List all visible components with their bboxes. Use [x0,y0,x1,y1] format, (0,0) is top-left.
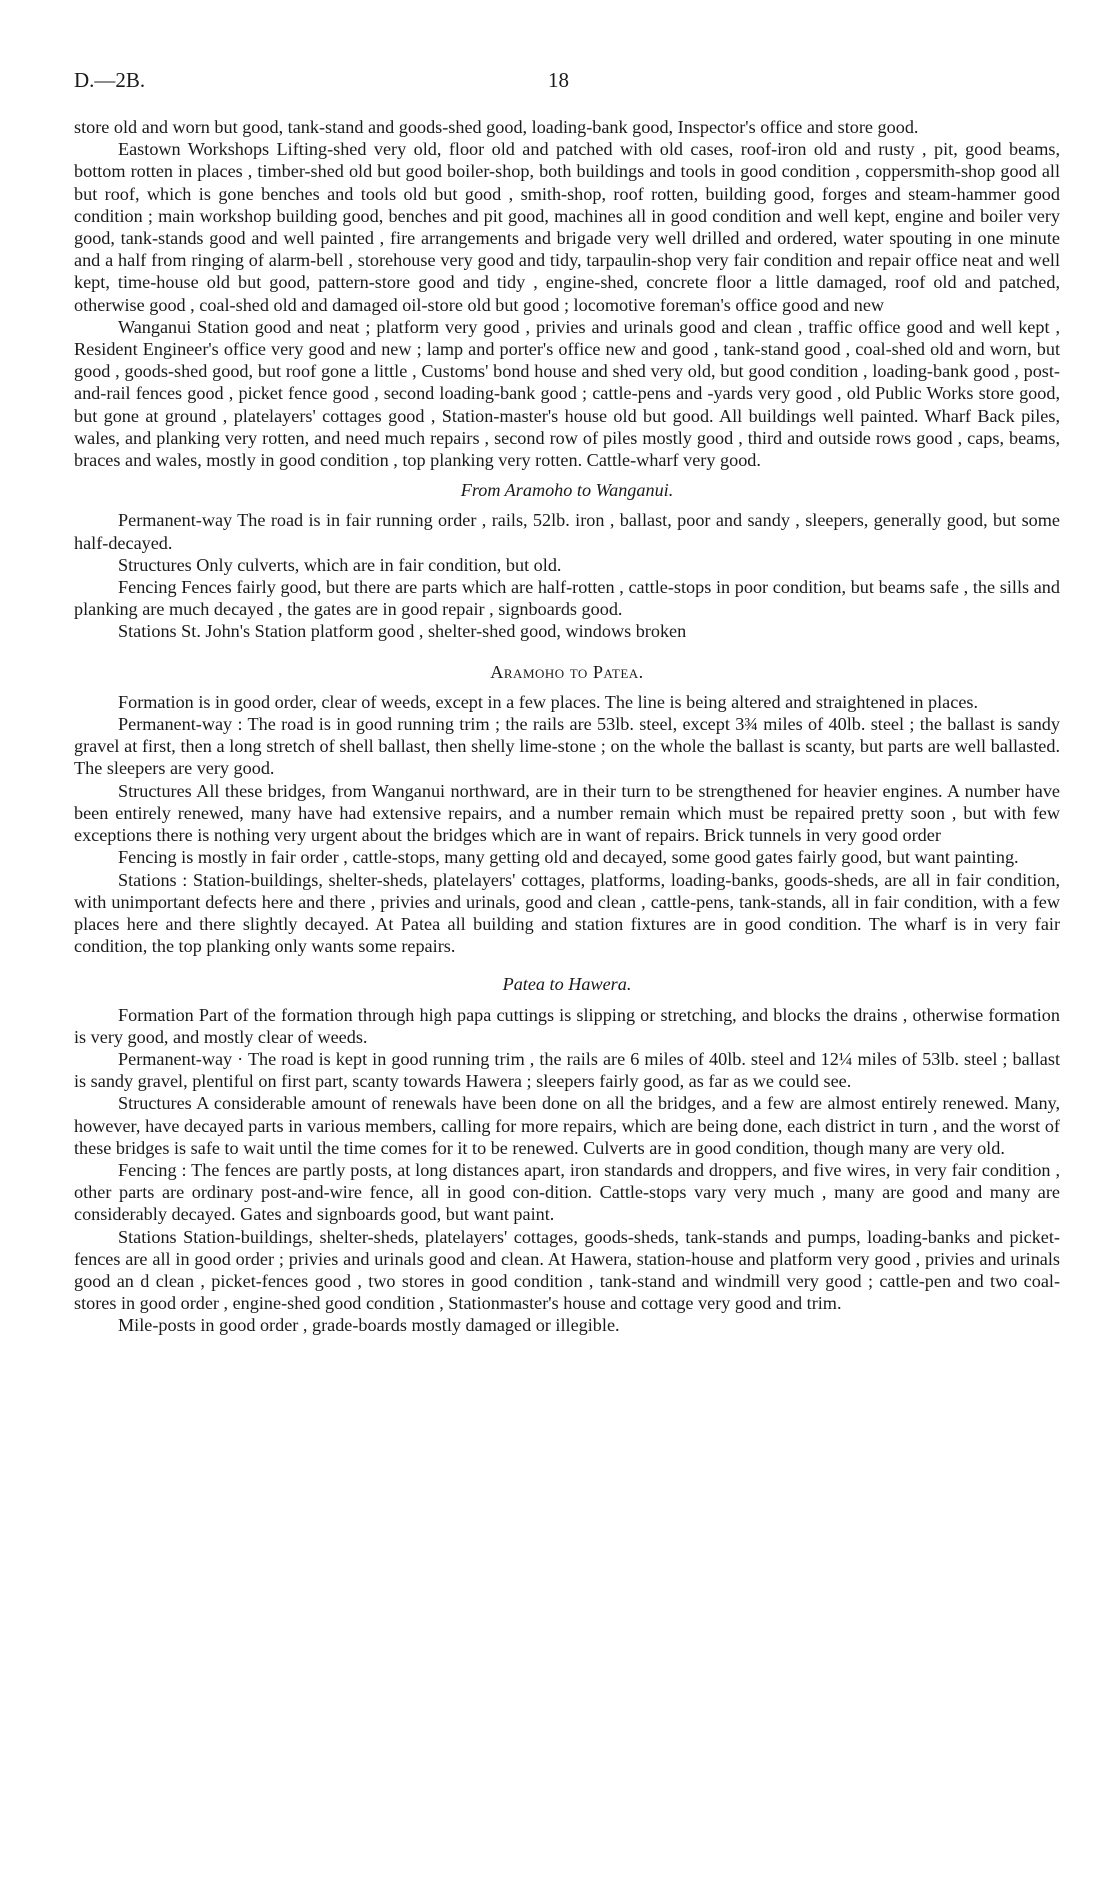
paragraph: Formation Part of the formation through high papa cuttings is slipping or stretching, and blocks the drains , otherwise formation is very good, and mostly clear of weeds. [74,1004,1060,1047]
paragraph: Stations : Station-buildings, shelter-sheds, platelayers' cottages, platforms, loading-banks, goods-sheds, are all in fair condition, with unimportant defects here and there , privies and urinals, good and clean , cattle-pens, tank-stands, all in fair condition, with a few places here and there slightly decayed. At Patea all building and station fixtures are in good condition. The wharf is in very fair condition, the top planking only wants some repairs. [74,869,1060,957]
paragraph: Formation is in good order, clear of weeds, except in a few places. The line is being altered and straightened in places. [118,691,979,712]
paragraph: Permanent-way · The road is kept in good running trim , the rails are 6 miles of 40lb. steel and 12¼ miles of 53lb. steel ; ballast is sandy gravel, plentiful on first part, scanty towards Hawera ; sleepers fairly good, as far as we could see. [74,1048,1060,1092]
paragraph: Fencing is mostly in fair order , cattle-stops, many getting old and decayed, some good gates fairly good, but want painting. [118,847,1019,868]
paragraph: Stations Station-buildings, shelter-sheds, platelayers' cottages, goods-sheds, tank-stands and pumps, loading-banks and picket-fences are all in good order ; privies and urinals good and clean. At Hawera, station-house and platform very good , privies and urinals good an d clean , picket-fences good , two stores in good condition , tank-stand and windmill very good ; cattle-pen and two coal-stores in good order , engine-shed good condition , Stationmaster's house and cottage very good and trim. [74,1226,1060,1314]
section-heading: Patea to Hawera. [502,974,632,995]
paragraph: Permanent-way : The road is in good running trim ; the rails are 53lb. steel, except 3¾ miles of 40lb. steel ; the ballast is sandy gravel at first, then a long stretch of shell ballast, then shelly lime-stone ; on the whole the ballast is scanty, but parts are well ballasted. The sleepers are very good. [74,714,1060,779]
paragraph: store old and worn but good, tank-stand and goods-shed good, loading-bank good, Inspector's office and store good. [74,117,919,137]
page-number: 18 [548,68,569,92]
paragraph: Fencing : The fences are partly posts, at long distances apart, iron standards and droppers, and five wires, in very fair condition , other parts are ordinary post-and-wire fence, all in good con-dition. Cattle-stops vary very much , many are good and many are considerably decayed. Gates and signboards good, but want paint. [74,1159,1060,1225]
paragraph: Fencing Fences fairly good, but there are parts which are half-rotten , cattle-stops in poor condition, but beams safe , the sills and planking are much decayed , the gates are in good repair , signboards good. [74,577,1060,620]
page-header [74,68,1060,98]
paragraph: Permanent-way The road is in fair running order , rails, 52lb. iron , ballast, poor and sandy , sleepers, generally good, but some half-decayed. [74,510,1060,553]
paragraph: Structures A considerable amount of renewals have been done on all the bridges, and a few are almost entirely renewed. Many, however, have decayed parts in various members, calling for more repairs, which are being done, each district in turn , and the worst of these bridges is safe to wait until the time comes for it to be renewed. Culverts are in good condition, though many are very old. [74,1093,1060,1158]
paragraph: Eastown Workshops Lifting-shed very old, floor old and patched with old cases, roof-iron old and rusty , pit, good beams, bottom rotten in places , timber-shed old but good boiler-shop, both buildings and tools in good condition , coppersmith-shop good all but roof, which is gone benches and tools old but good , smith-shop, roof rotten, building good, forges and steam-hammer good condition ; main workshop building good, benches and pit good, machines all in good condition and well kept, engine and boiler very good, tank-stands good and well painted , fire arrangements and brigade very well drilled and ordered, water spouting in one minute and a half from ringing of alarm-bell , storehouse very good and tidy, tarpaulin-shop very fair condition and repair office neat and well kept, time-house old but good, pattern-store good and tidy , engine-shed, concrete floor a little damaged, roof old and patched, otherwise good , coal-shed old and damaged oil-store old but good ; locomotive foreman's office good and new [74,139,1060,315]
paragraph: Structures Only culverts, which are in fair condition, but old. [118,554,562,575]
paragraph: Stations St. John's Station platform good , shelter-shed good, windows broken [118,621,687,642]
section-heading: Aramoho to Patea. [490,661,644,682]
paragraph: Wanganui Station good and neat ; platform very good , privies and urinals good and clean , traffic office good and well kept , Resident Engineer's office very good and new ; lamp and porter's office new and good , tank-stand good , coal-shed old and worn, but good , goods-shed good, but roof gone a little , Customs' bond house and shed very old, but good condition , loading-bank good , post-and-rail fences good , picket fence good , second loading-bank good ; cattle-pens and -yards very good , old Public Works store good, but gone at ground , platelayers' cottages good , Station-master's house old but good. All buildings well painted. Wharf Back piles, wales, and planking very rotten, and need much repairs , second row of piles mostly good , third and outside rows good , caps, beams, braces and wales, mostly in good condition , top planking very rotten. Cattle-wharf very good. [74,316,1060,471]
document-reference: D.—2B. [74,68,146,92]
document-body [74,116,1060,1337]
section-heading: From Aramoho to Wanganui. [460,480,674,501]
paragraph: Structures All these bridges, from Wanganui northward, are in their turn to be strengthened for heavier engines. A number have been entirely renewed, many have had extensive repairs, and a number remain which must be repaired pretty soon , but with few exceptions there is nothing very urgent about the bridges which are in want of repairs. Brick tunnels in very good order [74,780,1060,846]
paragraph: Mile-posts in good order , grade-boards mostly damaged or illegible. [118,1315,620,1336]
